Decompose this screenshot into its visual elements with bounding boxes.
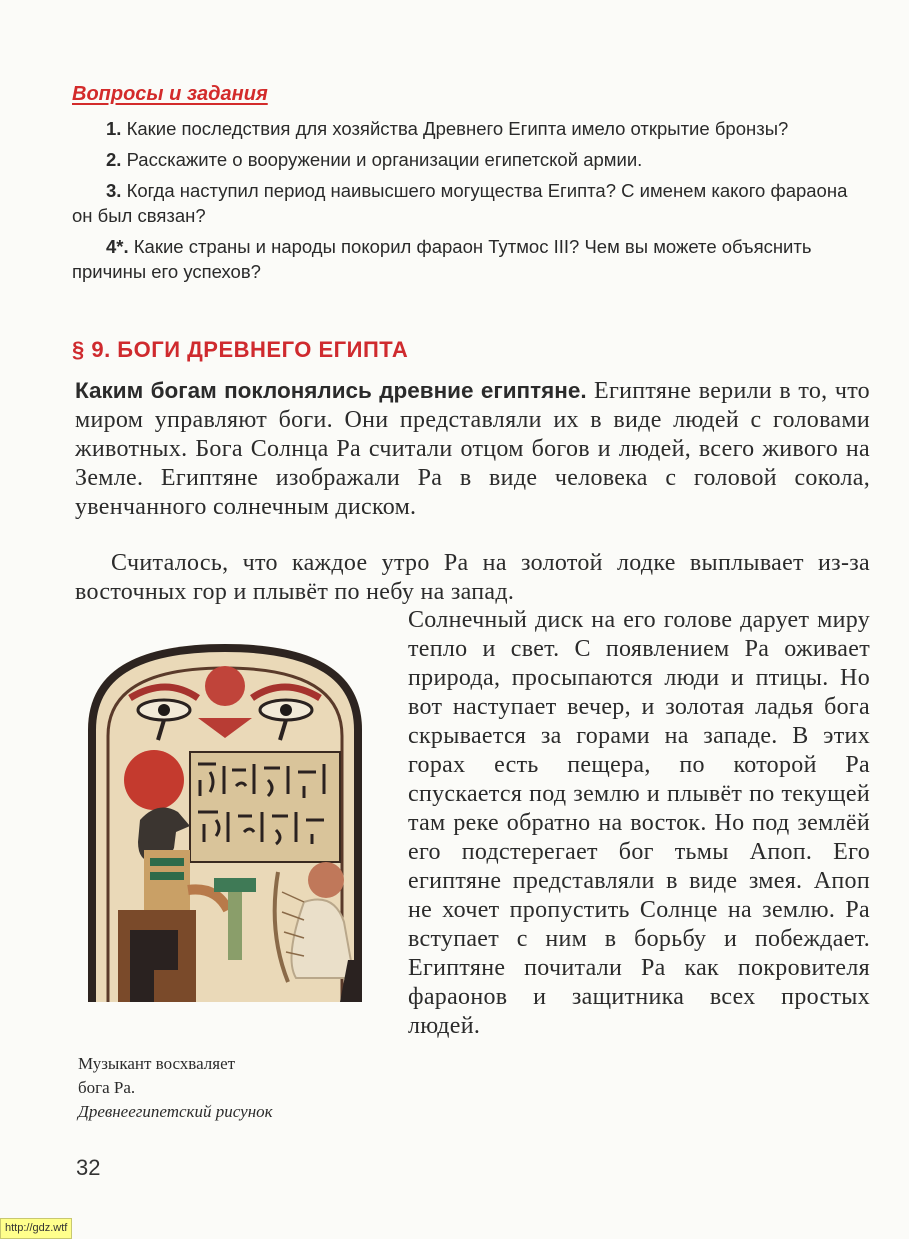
figure-caption — [78, 1052, 378, 1124]
question-text: Какие последствия для хозяйства Древнего Египта имело открытие бронзы? — [126, 118, 789, 139]
paragraph-lead: Каким богам поклонялись древние египтяне. — [75, 378, 587, 403]
questions-heading: Вопросы и задания — [72, 83, 268, 105]
caption-line: Музыкант восхваляет — [78, 1054, 236, 1073]
question-text: Какие страны и народы покорил фараон Тутмос III? Чем вы можете объяснить причины его успехов? — [72, 236, 812, 282]
questions-list — [72, 116, 870, 290]
question-text: Расскажите о вооружении и организации египетской армии. — [126, 149, 643, 170]
question-number: 4*. — [106, 236, 129, 257]
question-number: 1. — [106, 118, 122, 139]
caption-line: бога Ра. — [78, 1078, 136, 1097]
egyptian-stela-illustration — [78, 640, 372, 1002]
paragraph-text: Считалось, что каждое утро Ра на золотой лодке выплывает из-за восточных гор и плывёт по небу на запад. — [75, 550, 870, 605]
paragraph-intro — [75, 376, 870, 522]
paragraph-text: Солнечный диск на его голове дарует миру тепло и свет. С появлением Ра оживает природа, просыпаются люди и птицы. Но вот наступает вечер, и золотая ладья бога скрывается за горами на западе. В этих горах есть пещера, по которой Ра спускается под землю и плывёт по текущей там реке обратно на восток. Но под землёй его подстерегает бог тьмы Апоп. Его египтяне представляли в виде змея. Апоп не хочет пропустить Солнце на землю. Ра вступает с ним в борьбу и побеждает. Египтяне почитали Ра как покровителя фараонов и защитника всех простых людей. — [408, 607, 870, 1039]
question-text: Когда наступил период наивысшего могущества Египта? С именем какого фараона он был связан? — [72, 180, 848, 226]
page-number: 32 — [76, 1155, 101, 1180]
question-item — [72, 116, 870, 141]
question-number: 2. — [106, 149, 122, 170]
section-title: § 9. БОГИ ДРЕВНЕГО ЕГИПТА — [72, 337, 409, 362]
caption-source: Древнеегипетский рисунок — [78, 1102, 273, 1121]
question-item — [72, 147, 870, 172]
question-number: 3. — [106, 180, 122, 201]
watermark-link[interactable]: http://gdz.wtf — [0, 1218, 72, 1239]
paragraph-text: Египтяне верили в то, что миром управляют боги. Они представляли их в виде людей с головами животных. Бога Солнца Ра считали отцом богов и людей, всего живого на Земле. Египтяне изображали Ра в виде человека с головой сокола, увенчанного солнечным диском. — [75, 378, 870, 520]
question-item — [72, 234, 870, 284]
paragraph-boat — [75, 549, 870, 607]
question-item — [72, 178, 870, 228]
paragraph-night — [408, 606, 870, 1041]
